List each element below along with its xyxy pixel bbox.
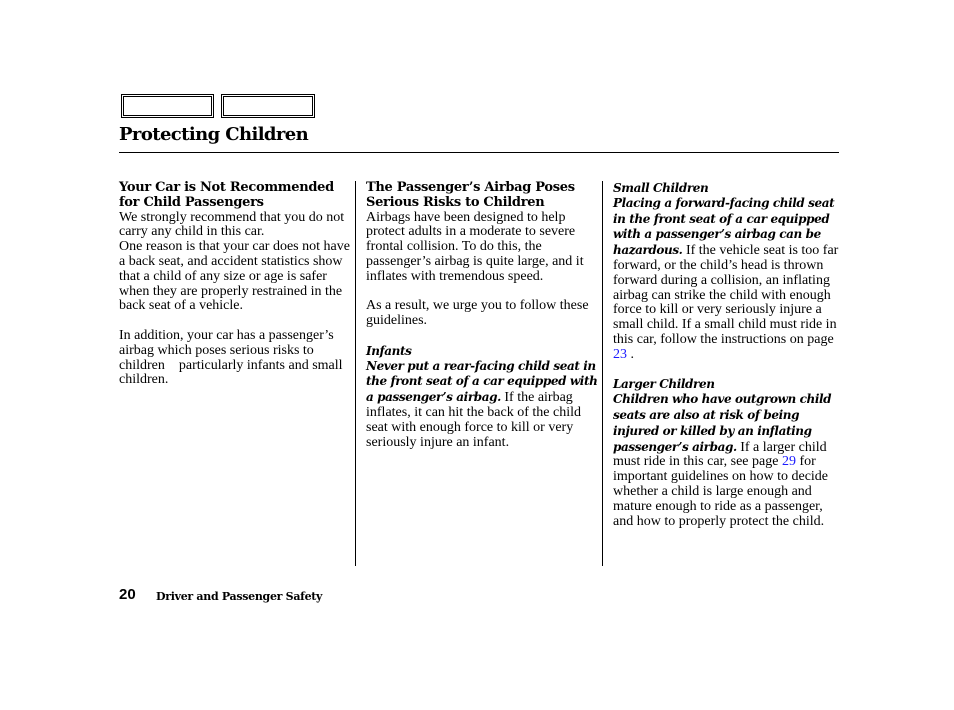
paragraph: Airbags have been designed to help protect adults in a moderate to severe frontal collision. To do this, the passenger’s airbag is quite large, and it inflates with tremendous speed. bbox=[366, 209, 584, 284]
previous-page-button[interactable] bbox=[121, 94, 214, 118]
column-children-sizes bbox=[613, 181, 841, 529]
column-divider bbox=[602, 181, 603, 566]
paragraph-larger-children bbox=[613, 392, 841, 529]
section-name: Driver and Passenger Safety bbox=[156, 590, 323, 603]
page-title: Protecting Children bbox=[119, 124, 309, 145]
paragraph-text: If a larger child must ride in this car, see page bbox=[613, 439, 827, 470]
paragraph-infants bbox=[366, 359, 600, 451]
paragraph: In addition, your car has a passenger’s airbag which poses serious risks to children particularly infants and small children. bbox=[119, 327, 347, 388]
column-airbag-risks bbox=[366, 181, 600, 450]
page-29-link[interactable]: 29 bbox=[781, 454, 796, 470]
column-divider bbox=[355, 181, 356, 566]
section-heading-not-recommended: Your Car is Not Recommended for Child Passengers bbox=[119, 180, 334, 210]
paragraph-small-children bbox=[613, 196, 841, 363]
subheading-small-children: Small Children bbox=[613, 181, 709, 195]
paragraph-text: If the airbag inflates, it can hit the back of the child seat with enough force to kill or very seriously injure an infant. bbox=[366, 390, 581, 450]
paragraph: We strongly recommend that you do not carry any child in this car. bbox=[119, 209, 345, 240]
subheading-infants: Infants bbox=[366, 343, 412, 358]
next-page-button[interactable] bbox=[221, 94, 315, 118]
paragraph-text: . bbox=[627, 346, 634, 362]
paragraph-text: If the vehicle seat is too far forward, or the child’s head is thrown forward during a collision, an inflating airbag can strike the child with enough force to kill or very seriously injure a small child. If a small child must ride in this car, follow the instructions on page bbox=[613, 243, 839, 347]
page-number: 20 bbox=[119, 586, 136, 603]
page-23-link[interactable]: 23 bbox=[613, 346, 627, 362]
paragraph: As a result, we urge you to follow these guidelines. bbox=[366, 298, 589, 329]
warning-text: Never put a rear-facing child seat in the front seat of a car equipped with a passenger’s airbag. bbox=[366, 358, 598, 405]
section-heading-airbag-risks: The Passenger’s Airbag Poses Serious Risks to Children bbox=[366, 180, 575, 210]
column-not-recommended bbox=[119, 181, 355, 388]
warning-text: Children who have outgrown child seats are also at risk of being injured or killed by an inflating passenger’s airbag. bbox=[613, 392, 832, 454]
paragraph: One reason is that your car does not have a back seat, and accident statistics show that a child of any size or age is safer when they are properly restrained in the back seat of a vehicle. bbox=[119, 239, 350, 314]
title-divider bbox=[119, 152, 839, 153]
warning-text: Placing a forward-facing child seat in the front seat of a car equipped with a passenger’s airbag can be hazardous. bbox=[613, 195, 835, 258]
paragraph-text: for important guidelines on how to decide whether a child is large enough and mature enough to ride as a passenger, and how to properly protect the child. bbox=[613, 454, 829, 529]
subheading-larger-children: Larger Children bbox=[613, 377, 715, 392]
